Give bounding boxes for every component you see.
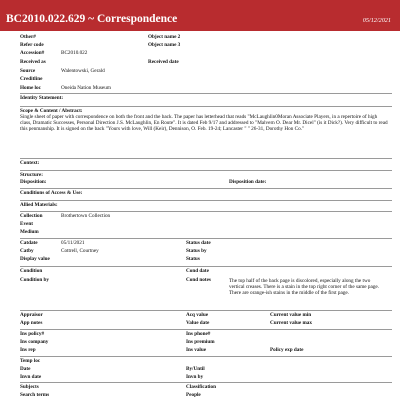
ins-company-label: Ins company: [20, 339, 49, 345]
disposition-label: Disposition:: [20, 179, 47, 185]
divider: [20, 356, 392, 357]
record-date: 05/12/2021: [362, 17, 391, 24]
object-name-3-label: Object name 3: [148, 42, 181, 48]
cond-notes-text: The top half of the back page is discolored, especially along the two vertical creases. There is a stain in the top right corner of the same page. There are orange-ish stains in the middle of the first page.: [229, 278, 379, 297]
ins-premium-label: Ins premium: [186, 339, 215, 345]
home-loc-label: Home loc: [20, 85, 41, 91]
temp-loc-label: Temp loc: [20, 358, 41, 364]
date-label: Date: [20, 366, 31, 372]
ins-phone-num-label: Ins phone#: [186, 331, 211, 337]
divider: [20, 106, 392, 107]
policy-exp-date-label: Policy exp date: [270, 347, 304, 353]
condition-by-label: Condition by: [20, 277, 49, 283]
divider: [20, 266, 392, 267]
collection-label: Collection: [20, 213, 43, 219]
catdate-value: 05/11/2021: [61, 240, 85, 246]
classification-label: Classification: [186, 384, 216, 390]
cond-date-label: Cond date: [186, 268, 209, 274]
divider: [20, 158, 392, 159]
invn-by-label: Invn by: [186, 374, 204, 380]
search-terms-label: Search terms: [20, 392, 50, 398]
divider: [20, 170, 392, 171]
refer-code-label: Refer code: [20, 42, 44, 48]
subjects-label: Subjects: [20, 384, 39, 390]
current-value-min-label: Current value min: [270, 312, 312, 318]
ins-value-label: Ins value: [186, 347, 207, 353]
object-name-2-label: Object name 2: [148, 34, 181, 40]
current-value-max-label: Current value max: [270, 320, 312, 326]
context-label: Context:: [20, 160, 40, 166]
disposition-date-label: Disposition date:: [229, 179, 267, 185]
received-as-label: Received as: [20, 59, 46, 65]
status-label: Status: [186, 256, 200, 262]
record-title: BC2010.022.629 ~ Correspondence: [6, 13, 178, 25]
creditline-label: Creditline: [20, 76, 43, 82]
appraisor-label: Appraisor: [20, 312, 43, 318]
scope-content-label: Scope & Content / Abstract:: [20, 108, 83, 114]
people-label: People: [186, 392, 201, 398]
display-value-label: Display value: [20, 256, 50, 262]
divider: [20, 200, 392, 201]
catdate-label: Catdate: [20, 240, 38, 246]
divider: [20, 238, 392, 239]
catby-label: Catby: [20, 248, 34, 254]
divider: [20, 93, 392, 94]
divider: [20, 211, 392, 212]
scope-content-text: Single sheet of paper with correspondence on both the front and the back. The paper has letterhead that reads "McLaughlin0Moran Associate Players, in a repertoire of high class, Dramatic Successes, Personal Direction J.S. McLaughlin, En Route". It is dated Feb 9/17 and addressed to "Malvern O. Dear Mr. Dicel" (is it Dick?). Very difficult to read this penmanship. It is signed on the back "Yours with love, Will (Keir), Dennison, O. Feb. 19-24; Lancaster " " 26-31, Dorothy Hon Co.": [20, 114, 388, 133]
collection-value: Brothertown Collection: [61, 213, 111, 219]
record-header: [0, 0, 400, 31]
invn-date-label: Invn date: [20, 374, 42, 380]
conditions-access-label: Conditions of Access & Use:: [20, 190, 83, 196]
divider: [20, 188, 392, 189]
received-date-label: Received date: [148, 59, 179, 65]
accession-num-label: Accession#: [20, 50, 45, 56]
divider: [20, 310, 392, 311]
source-label: Source: [20, 68, 36, 74]
cond-notes-label: Cond notes: [186, 277, 211, 283]
catby-value: Cottrell, Courtney: [61, 248, 99, 254]
condition-label: Condition: [20, 268, 43, 274]
status-by-label: Status by: [186, 248, 207, 254]
divider: [20, 329, 392, 330]
other-num-label: Other#: [20, 34, 36, 40]
allied-materials-label: Allied Materials:: [20, 202, 58, 208]
status-date-label: Status date: [186, 240, 211, 246]
identity-statement-label: Identity Statement:: [20, 95, 64, 101]
event-label: Event: [20, 221, 33, 227]
structure-label: Structure:: [20, 172, 43, 178]
by-until-label: By/Until: [186, 366, 205, 372]
source-value: Walentowski, Gerald: [61, 68, 105, 74]
medium-label: Medium: [20, 229, 39, 235]
divider: [20, 382, 392, 383]
value-date-label: Value date: [186, 320, 210, 326]
ins-policy-num-label: Ins policy#: [20, 331, 45, 337]
accession-num-value: BC2010.022: [61, 50, 88, 56]
ins-rep-label: Ins rep: [20, 347, 36, 353]
acq-value-label: Acq value: [186, 312, 209, 318]
app-notes-label: App notes: [20, 320, 43, 326]
home-loc-value: Oneida Nation Museum: [61, 85, 111, 91]
